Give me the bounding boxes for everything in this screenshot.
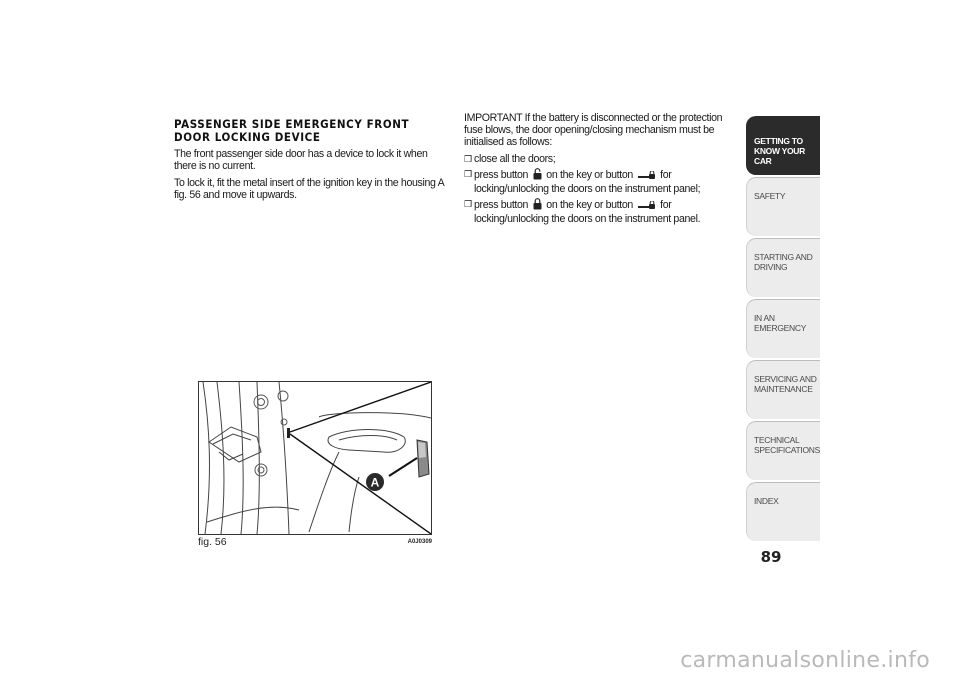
checkbox-bullet-icon: ❒	[464, 169, 472, 179]
step-1-text: close all the doors;	[474, 153, 556, 165]
lock-open-icon	[533, 168, 542, 183]
figure-label: fig. 56	[198, 536, 227, 548]
paragraph-2: To lock it, fit the metal insert of the ignition key in the housing A fig. 56 and move it upwards.	[174, 177, 444, 201]
chapter-tabs	[746, 116, 820, 543]
figure-caption	[198, 536, 432, 548]
step-3-mid: on the key or button	[546, 199, 633, 211]
tab-getting-to-know-your-car[interactable]: GETTING TO KNOW YOUR CAR	[746, 116, 820, 175]
key-lock-icon	[638, 201, 656, 213]
watermark: carmanualsonline.info	[680, 648, 930, 673]
tab-in-an-emergency[interactable]: IN AN EMERGENCY	[746, 299, 820, 358]
tab-index[interactable]: INDEX	[746, 482, 820, 541]
tab-servicing-and-maintenance[interactable]: SERVICING AND MAINTENANCE	[746, 360, 820, 419]
door-lock-illustration	[198, 381, 432, 535]
step-3-post: for locking/unlocking the doors on the instrument panel.	[474, 199, 701, 225]
checkbox-bullet-icon: ❒	[464, 154, 472, 164]
left-column	[174, 112, 444, 206]
step-lock-button	[464, 198, 736, 225]
step-2-mid: on the key or button	[546, 169, 633, 181]
tab-safety[interactable]: SAFETY	[746, 177, 820, 236]
step-2-post: for locking/unlocking the doors on the instrument panel;	[474, 169, 701, 195]
tab-starting-and-driving[interactable]: STARTING AND DRIVING	[746, 238, 820, 297]
key-lock-icon	[638, 171, 656, 183]
right-column	[464, 112, 736, 228]
step-unlock-button	[464, 168, 736, 195]
checkbox-bullet-icon: ❒	[464, 199, 472, 209]
paragraph-1: The front passenger side door has a device to lock it when there is no current.	[174, 148, 428, 172]
step-3-pre: press button	[474, 199, 529, 211]
steps-list	[464, 153, 736, 225]
step-close-doors	[464, 153, 736, 165]
lock-closed-icon	[533, 198, 542, 213]
step-2-pre: press button	[474, 169, 529, 181]
tab-technical-specifications[interactable]: TECHNICAL SPECIFICATIONS	[746, 421, 820, 480]
page-number: 89	[760, 548, 782, 566]
important-note: IMPORTANT If the battery is disconnected or the protection fuse blows, the door opening/closing mechanism must be initialised as follows:	[464, 112, 723, 148]
callout-a-label: A	[370, 475, 380, 490]
section-heading: PASSENGER SIDE EMERGENCY FRONT DOOR LOCKING DEVICE	[174, 117, 410, 144]
door-drawing-svg	[199, 382, 431, 534]
figure-code: A0J0309	[407, 539, 432, 545]
